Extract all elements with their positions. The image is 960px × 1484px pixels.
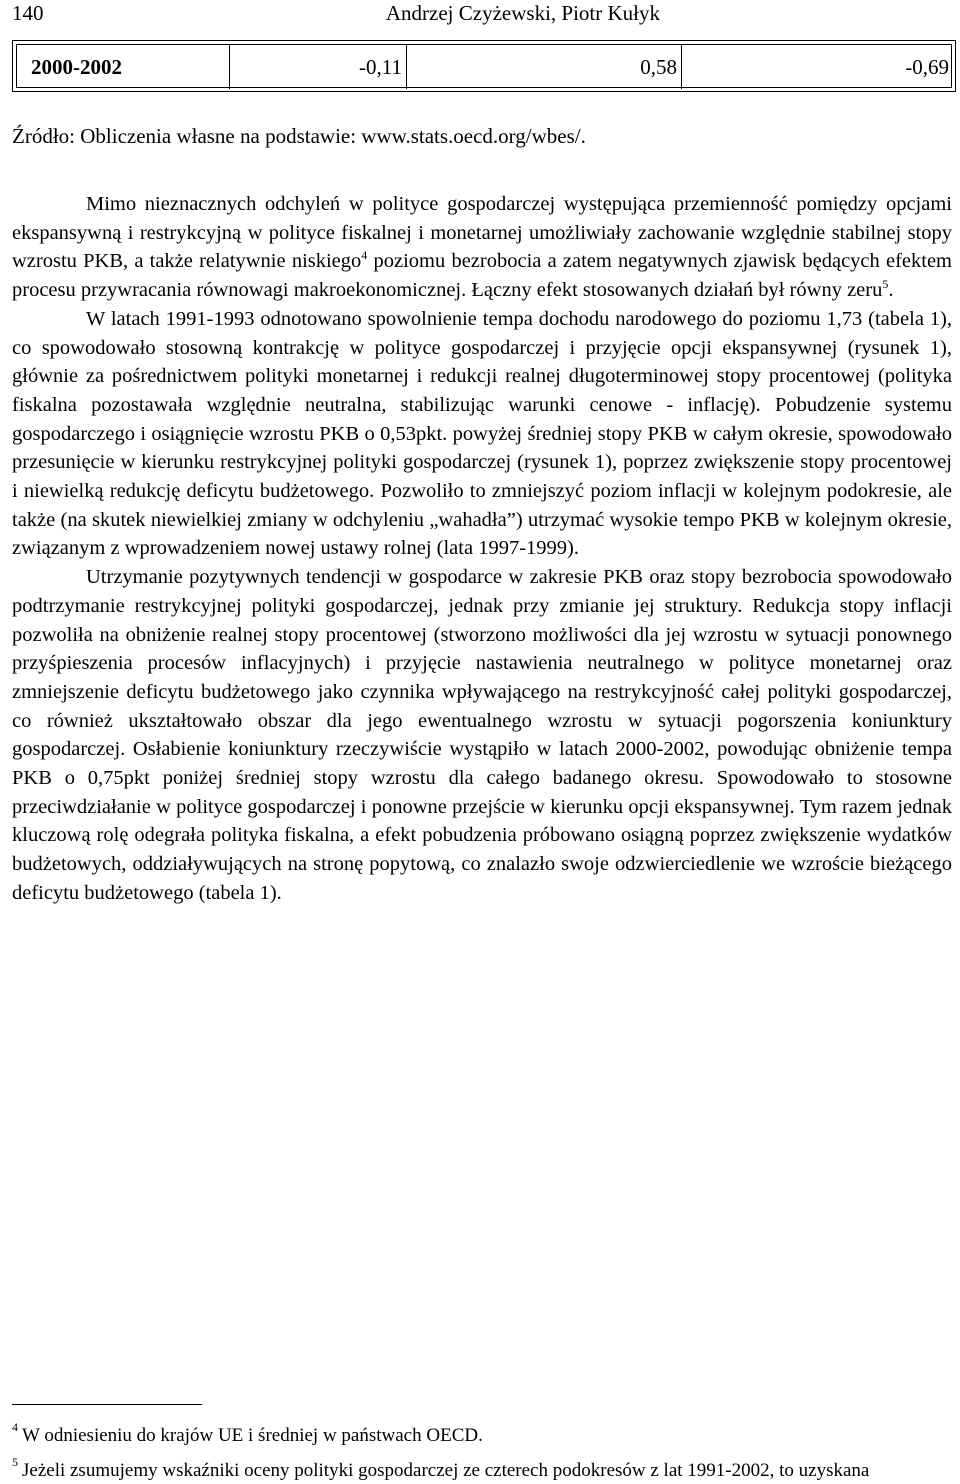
running-header [12,0,950,26]
footnote-number: 4 [12,1420,18,1434]
footnote-text: W odniesieniu do krajów UE i średniej w państwach OECD. [22,1425,483,1446]
paragraph-1-part-a: Mimo nieznacznych odchyleń w polityce gospodarczej występująca przemienność pomiędzy opcjami ekspansywną i restrykcyjną w polityce fiskalnej i monetarnej umożliwiały zachowanie względnie stabilnej stopy wzrostu PKB, a także relatywnie niskiego [12,193,952,273]
footnote-separator [12,1404,202,1405]
table-cell-value-2: 0,58 [407,45,682,89]
paragraph-1-part-b: poziomu bezrobocia a zatem negatywnych zjawisk będących efektem procesu przywracania równowagi makroekonomicznej. Łączny efekt stosowanych działań był równy zeru [12,250,953,302]
footnote-5 [12,1449,958,1484]
footnotes [12,1414,958,1484]
running-header-authors: Andrzej Czyżewski, Piotr Kułyk [385,1,660,25]
page-number: 140 [12,1,44,25]
table-row [16,44,952,88]
footnote-number: 5 [12,1455,18,1469]
table-cell-value-3: -0,69 [905,55,949,79]
body-text [12,190,952,908]
footnote-text: Jeżeli zsumujemy wskaźniki oceny polityki gospodarczej ze czterech podokresów z lat 1991-2002, to uzyskana [22,1460,870,1481]
footnote-ref-5: 5 [882,277,889,292]
footnote-4 [12,1414,958,1449]
paragraph-1-part-c: . [888,279,894,302]
table-source-note: Źródło: Obliczenia własne na podstawie: www.stats.oecd.org/wbes/. [12,124,586,148]
table-cell-value-1: -0,11 [230,45,407,89]
data-table-row-box [12,40,956,92]
paragraph-3: Utrzymanie pozytywnych tendencji w gospodarce w zakresie PKB oraz stopy bezrobocia spowodowało podtrzymanie restrykcyjnej polityki gospodarczej, jednak przy zmianie jej struktury. Redukcja stopy inflacji pozwoliła na obniżenie realnej stopy procentowej (stworzono możliwości dla jej wzrostu w sytuacji ponownego przyśpieszenia procesów inflacyjnych) i przyjęcie nastawienia neutralnego w polityce monetarnej oraz zmniejszenie deficytu budżetowego jako czynnika wpływającego na restrykcyjność całej polityki gospodarczej, co również ukształtowało obszar dla jego ewentualnego wzrostu w sytuacji pogorszenia koniunktury gospodarczej. Osłabienie koniunktury rzeczywiście wystąpiło w latach 2000-2002, powodując obniżenie tempa PKB o 0,75pkt poniżej średniej stopy wzrostu dla całego badanego okresu. Spowodowało to stosowne przeciwdziałanie w polityce gospodarczej i ponowne przejście w kierunku opcji ekspansywnej. Tym razem jednak kluczową rolę odegrała polityka fiskalna, a efekt pobudzenia próbowano osiągną poprzez zwiększenie wydatków budżetowych, oddziaływujących na stronę popytową, co znalazło swoje odzwierciedlenie we wzroście bieżącego deficytu budżetowego (tabela 1). [12,566,952,904]
paragraph-2: W latach 1991-1993 odnotowano spowolnienie tempa dochodu narodowego do poziomu 1,73 (tabela 1), co spowodowało stosowną kontrakcję w polityce gospodarczej i przyjęcie opcji ekspansywnej (rysunek 1), głównie za pośrednictwem polityki monetarnej i redukcji realnej długoterminowej stopy procentowej (polityka fiskalna pozostawała względnie neutralna, stabilizując warunki cenowe - inflację). Pobudzenie systemu gospodarczego i osiągnięcie wzrostu PKB o 0,53pkt. powyżej średniej stopy PKB w całym okresie, spowodowało przesunięcie w kierunku restrykcyjnej polityki gospodarczej (rysunek 1), poprzez zwiększenie stopy procentowej i niewielką redukcję deficytu budżetowego. Pozwoliło to zmniejszyć poziom inflacji w kolejnym podokresie, ale także (na skutek niewielkiej zmiany w odchyleniu „wahadła”) utrzymać wysokie tempo PKB w kolejnym okresie, związanym z wprowadzeniem nowej ustawy rolnej (lata 1997-1999). [12,307,952,560]
table-cell-period: 2000-2002 [17,45,230,89]
paragraph-1 [12,190,952,305]
footnote-ref-4: 4 [361,248,368,263]
